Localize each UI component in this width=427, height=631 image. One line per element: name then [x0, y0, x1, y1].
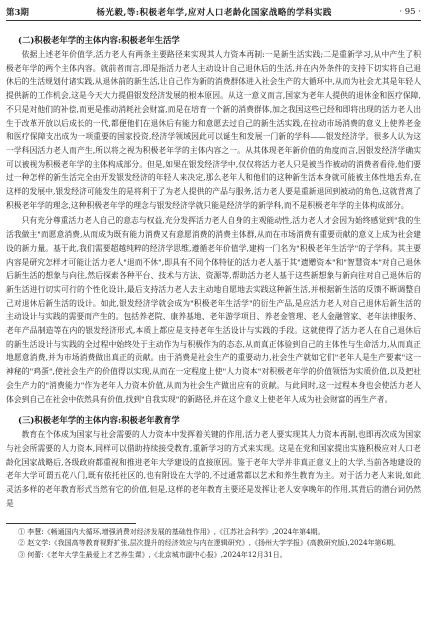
body-paragraph: 只有充分尊重活力老人自己的意志与权益,充分发挥活力老人自身的主观能动性,活力老人才会因为始终感觉到"我的生活我做主"而愿意消费,从而成为既有能力消费又有意愿消费的消费主体群,从而在市场消费有重要贡献的意义上成为社会建设的新力量。基于此,我们需要超越纯粹的经济学思维,遵循老年价值学,建构一门名为"积极老年生活学"的子学科。其主要内容是研究怎样才可能让活力老人"退而不休",即具有不同个体特征的活力老人基于其"遗赠资本"和"智慧资本"对自己退休后新生活的想象与向往,然后探索各种平台、技术与方法、资源等,帮助活力老人基于这些新想象与新向往对自己退休后的新生活进行切实可行的个性化设计,最后支持活力老人去主动地自愿地去实践这种新生活,并根据新生活的反馈不断调整自己对退休后新生活的设计。如此,银发经济学就会成为"积极老年生活学"的衍生产品,是应活力老人对自己退休后新生活的主动设计与实践的需要而产生的。包括养老院、康养基地、老年游学项目、养老金管理、老人金融管家、老年法律服务、老年产品制造等在内的银发经济形式,本质上都应是支持老年生活设计与实践的手段。这就使得了活力老人在自己退休后的新生活设计与实践的全过程中始终处于主动作为与积极作为的态态,从而真正体验到自己的主体性与生命活力,从而真正地愿意消费,并为市场消费做出真正的贡献。由于消费是社会生产的重要动力,社会生产就如它们"老年人是生产要素"这一神秘的"鸡蛋",使社会生产的价值得以实现,从而在一定程度上使"人力资本"对积极老年学的价值领悟为实质价值,以及把社会生产力的"消费能力"作为老年人力资本价值,从而为社会生产做出应有的贡献。与此同时,这一过程本身也会使活力老人体会到自己在社会中依然具有价值,找到"自我实现"的新路径,并在这个意义上使老年人成为社会财富的再生产者。 [6, 216, 421, 404]
page-header [6, 4, 421, 21]
section-heading-3: (三)积极老年学的主体内容:积极老年教育学 [18, 415, 180, 426]
page-body [6, 26, 421, 631]
footnote: ③ 何蕾:《老年大学生最爱上才艺养生课》,《北京城市副中心报》,2024年12月31日。 [18, 550, 287, 559]
footnote-divider [6, 523, 136, 524]
running-title: 杨光毅,等:积极老年学,应对人口老龄化国家战略的学科实践 [96, 8, 332, 18]
section-heading-2: (二)积极老年学的主体内容:积极老年生活学 [18, 35, 180, 45]
footnote: ② 赵文学:《我国高等教育视野扩张,层次提升的经济效应与内在逻辑研究》,《扬州大学学报》(高教研究版),2024年第6期。 [18, 539, 400, 548]
body-paragraph: 依据上述老年价值学,活力老人有两条主要路径来实现其人力资本再制:一是新生活实践;二是重新学习,从中产生了积极老年学的两个主体内容。就前者而言,即是指活力老人主动设计自己退休后的生活,并在内外条件的支持下切实将自己退休后的生活规划付诸实践,从退休前的新生活,让自己作为新的消费群体进入社会生产的大循环中,从而为社会尤其是年轻人提供新的工作机会,这是今天大力提倡银发经济发展的根本原因。从这一意义而言,国家为老年人提供的退休金和医疗保障,不只是对他们的补偿,而更是推动消耗社会财富,而是在培育一个新的消费群体,加之我国这些已经和即将出现的活力老人出生于改革开放以后成长的一代,都便他们在退休后有能力和意愿去过自己的新生活实践,在拉动市场消费的意义上使养老金和医疗保障支出成为一项重要的国家投资,经济学领域因此可以诞生和发展一门新的学科——银发经济学。很多人认为这一学科因活力老人而产生,所以将之视为积极老年学的主体内容之一。从其体现老年新价值的角度而言,因银发经济学确实可以被视为积极老年学的主体构成部分。但是,如果在银发经济学中,仅仅将活力老人只是被当作被动的消费者看待,他们要过一种怎样的新生活完全由开发银发经济的年轻人来决定,那么老年人和他们的这种新生活本身就可能被主体性地丢弃,在这样的发展中,银发经济可能发生的是将利于了为老人提供的产品与服务,活力老人要是重新退回到被动的角色,这就背离了积极老年学的理念,这种积极老年学的理念与银发经济学就只能是经济学的新学科,而不是积极老年学的主体构成部分。 [6, 50, 421, 210]
page-number: · 95 · [399, 7, 421, 17]
footnote: ① 李慧:《畅通国内大循环,增强消费对经济发展的基础性作用》,《江苏社会科学》,2024年第4期。 [18, 527, 325, 536]
body-paragraph: 教育在个体成为国家与社会需要的人力资本中发挥着关键的作用,活力老人要实现其人力资本再制,也即再次成为国家与社会所需要的人力资本,同样可以借助持续接受教育,重新学习的方式来实现。这是在党和国家提出实施积极应对人口老龄化国家战略后,各级政府都重视和推进老年大学建设的直接原因。鉴于老年大学并非真正意义上的大学,当前各地建设的老年大学可谓五花八门,既有依托社区的,也有附设在大学的,不过通常都以艺术和养生教育为主。对于活力老人来说,如此灵活多样的老年教育形式当然有它的价值,但是,这样的老年教育主要还是发挥让老人安享晚年的作用,其背后的潜台词仍然是 [6, 430, 421, 508]
issue-label: 第3期 [6, 8, 29, 18]
